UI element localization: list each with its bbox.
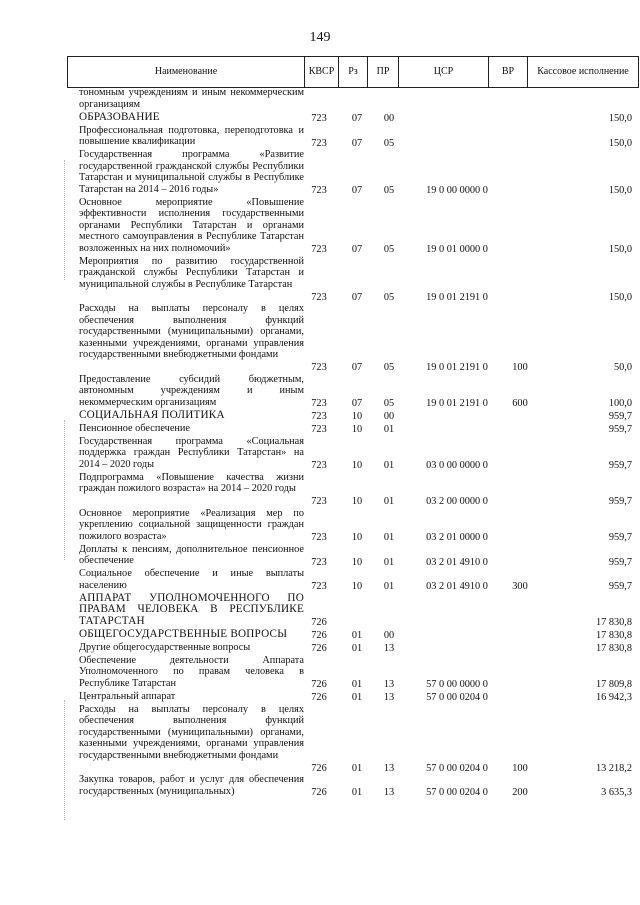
row-sum: 17 830,8: [595, 643, 632, 654]
row-name: АППАРАТ УПОЛНОМОЧЕННОГО ПО ПРАВАМ ЧЕЛОВЕКА В РЕСПУБЛИКЕ ТАТАРСТАН: [79, 591, 304, 627]
table-row: [67, 472, 638, 508]
row-rz: 01: [351, 787, 363, 798]
row-csr: 03 2 01 4910 0: [426, 581, 488, 592]
row-rz: 07: [351, 113, 363, 124]
table-row: [67, 149, 638, 197]
row-csr: 19 0 01 0000 0: [426, 244, 488, 255]
row-name: Предоставление субсидий бюджетным, автономным учреждениям и иным некоммерческим организациям: [79, 373, 304, 408]
row-csr: 03 0 00 0000 0: [426, 460, 488, 471]
row-rz: 01: [351, 679, 363, 690]
row-csr: 57 0 00 0000 0: [426, 679, 488, 690]
row-sum: 13 218,2: [595, 762, 632, 774]
row-csr: 19 0 01 2191 0: [426, 291, 488, 303]
table-row: [67, 423, 638, 436]
row-rz: 10: [351, 532, 363, 543]
row-pr: 05: [383, 244, 395, 255]
row-csr: 19 0 00 0000 0: [426, 185, 488, 196]
table-row: [67, 410, 638, 423]
row-kvsr: 726: [311, 643, 327, 654]
row-name: Расходы на выплаты персоналу в целях обеспечения выполнения функций государственными (муниципальными) органами, казенными учреждениями, органами управления государственными внебюджетными фондами: [79, 703, 304, 761]
row-pr: 13: [383, 643, 395, 654]
row-rz: 07: [351, 398, 363, 409]
margin-dots: [64, 700, 66, 820]
row-pr: 00: [383, 630, 395, 641]
row-pr: 01: [383, 532, 395, 543]
row-kvsr: 723: [311, 556, 327, 568]
row-name: Подпрограмма «Повышение качества жизни граждан пожилого возраста» на 2014 – 2020 годы: [79, 471, 304, 494]
table-row: [67, 629, 638, 642]
row-sum: 959,7: [608, 581, 632, 592]
row-csr: 03 2 01 0000 0: [426, 532, 488, 543]
row-vr: 100: [512, 362, 528, 373]
table-row: [67, 593, 638, 629]
row-name: Доплаты к пенсиям, дополнительное пенсионное обеспечение: [79, 543, 304, 566]
table-row: [67, 303, 638, 374]
table-row: [67, 655, 638, 691]
row-csr: 19 0 01 2191 0: [426, 398, 488, 409]
row-sum: 150,0: [608, 137, 632, 149]
row-kvsr: 726: [311, 679, 327, 690]
row-name: Профессиональная подготовка, переподготовка и повышение квалификации: [79, 124, 304, 147]
row-pr: 01: [383, 581, 395, 592]
row-rz: 07: [351, 362, 363, 373]
row-sum: 150,0: [608, 185, 632, 196]
row-name: Основное мероприятие «Повышение эффективности исполнения государственными органами Республики Татарстан и органами местного самоуправления в Республике Татарстан возложенных на них полномочий»: [79, 196, 304, 254]
row-kvsr: 723: [311, 581, 327, 592]
row-kvsr: 726: [311, 787, 327, 798]
header-sum: Кассовое исполнение: [528, 57, 639, 88]
row-name: Социальное обеспечение и иные выплаты населению: [79, 568, 304, 591]
table-row: [67, 544, 638, 569]
table-row: [67, 256, 638, 304]
row-csr: 57 0 00 0204 0: [426, 692, 488, 703]
row-csr: 57 0 00 0204 0: [426, 762, 488, 774]
row-rz: 01: [351, 630, 363, 641]
row-name: ОБЩЕГОСУДАРСТВЕННЫЕ ВОПРОСЫ: [79, 627, 288, 640]
row-kvsr: 723: [311, 424, 327, 435]
row-kvsr: 723: [311, 291, 327, 303]
row-rz: 10: [351, 424, 363, 435]
row-sum: 959,7: [608, 532, 632, 543]
row-kvsr: 723: [311, 185, 327, 196]
row-kvsr: 723: [311, 398, 327, 409]
table-row: [67, 436, 638, 472]
table-row: [67, 774, 638, 799]
row-pr: 00: [383, 411, 395, 422]
row-pr: 13: [383, 692, 395, 703]
row-kvsr: 723: [311, 244, 327, 255]
row-sum: 50,0: [613, 362, 632, 373]
row-kvsr: 723: [311, 460, 327, 471]
row-sum: 3 635,3: [601, 787, 632, 798]
row-pr: 00: [383, 113, 395, 124]
row-sum: 17 830,8: [595, 630, 632, 641]
row-sum: 17 830,8: [595, 617, 632, 628]
table-row: [67, 642, 638, 655]
row-name: Другие общегосударственные вопросы: [79, 641, 251, 653]
row-pr: 01: [383, 460, 395, 471]
row-pr: 05: [383, 185, 395, 196]
budget-table-body: [67, 87, 638, 799]
row-sum: 16 942,3: [595, 692, 632, 703]
table-row: [67, 508, 638, 544]
row-kvsr: 723: [311, 532, 327, 543]
row-name: Пенсионное обеспечение: [79, 422, 190, 434]
table-header: [67, 56, 639, 88]
row-kvsr: 723: [311, 496, 327, 507]
row-pr: 05: [383, 137, 395, 149]
row-pr: 13: [383, 762, 395, 774]
row-csr: 19 0 01 2191 0: [426, 362, 488, 373]
row-csr: 57 0 00 0204 0: [426, 787, 488, 798]
row-kvsr: 723: [311, 362, 327, 373]
row-csr: 03 2 01 4910 0: [426, 556, 488, 568]
row-pr: 05: [383, 398, 395, 409]
table-row: [67, 691, 638, 704]
row-rz: 07: [351, 185, 363, 196]
header-name: Наименование: [68, 57, 305, 88]
row-csr: 03 2 00 0000 0: [426, 496, 488, 507]
row-name: Расходы на выплаты персоналу в целях обеспечения выполнения функций государственными (муниципальными) органами, казенными учреждениями, органами управления государственными внебюджетными фондами: [79, 303, 304, 360]
row-pr: 01: [383, 424, 395, 435]
row-sum: 150,0: [608, 291, 632, 303]
row-kvsr: 726: [311, 692, 327, 703]
table-row: [67, 125, 638, 150]
row-rz: 10: [351, 556, 363, 568]
header-rz: Рз: [339, 57, 368, 88]
row-sum: 17 809,8: [595, 679, 632, 690]
row-vr: 100: [512, 762, 528, 774]
row-pr: 01: [383, 496, 395, 507]
row-sum: 150,0: [608, 244, 632, 255]
row-name: Государственная программа «Развитие государственной гражданской службы Республики Татарстан и муниципальной службы в Республике Татарстан на 2014 – 2016 годы»: [79, 149, 304, 195]
row-sum: 100,0: [608, 398, 632, 409]
margin-dots: [64, 160, 66, 280]
row-pr: 05: [383, 291, 395, 303]
row-vr: 300: [512, 581, 528, 592]
row-sum: 959,7: [608, 460, 632, 471]
row-rz: 10: [351, 496, 363, 507]
row-rz: 07: [351, 244, 363, 255]
table-row: [67, 197, 638, 256]
row-kvsr: 726: [311, 617, 327, 628]
table-row: [67, 112, 638, 125]
row-kvsr: 726: [311, 762, 327, 774]
row-sum: 959,7: [608, 411, 632, 422]
row-kvsr: 723: [311, 411, 327, 422]
page-number: 149: [309, 30, 331, 45]
row-name: ОБРАЗОВАНИЕ: [79, 110, 160, 123]
row-rz: 10: [351, 411, 363, 422]
header-kvsr: КВСР: [305, 57, 339, 88]
row-kvsr: 723: [311, 113, 327, 124]
row-name: Мероприятия по развитию государственной гражданской службы Республики Татарстан и муниципальной службы в Республике Татарстан: [79, 255, 304, 290]
row-rz: 07: [351, 291, 363, 303]
row-name: Обеспечение деятельности Аппарата Уполномоченного по правам человека в Республике Татарстан: [79, 654, 304, 689]
row-name: Основное мероприятие «Реализация мер по укреплению социальной защищенности граждан пожилого возраста»: [79, 507, 304, 542]
row-pr: 05: [383, 362, 395, 373]
row-pr: 13: [383, 787, 395, 798]
table-row: [67, 374, 638, 410]
margin-dots: [64, 420, 66, 560]
row-rz: 01: [351, 692, 363, 703]
row-name: Государственная программа «Социальная поддержка граждан Республики Татарстан» на 2014 – 2020 годы: [79, 435, 304, 470]
row-rz: 07: [351, 137, 363, 149]
row-name: СОЦИАЛЬНАЯ ПОЛИТИКА: [79, 408, 225, 421]
row-name: Закупка товаров, работ и услуг для обеспечения государственных (муниципальных): [79, 774, 304, 797]
header-csr: ЦСР: [399, 57, 489, 88]
row-sum: 959,7: [608, 556, 632, 568]
row-rz: 01: [351, 762, 363, 774]
row-name: тономным учреждениям и иным некоммерческим организациям: [79, 87, 304, 110]
row-rz: 10: [351, 581, 363, 592]
row-vr: 200: [512, 787, 528, 798]
row-kvsr: 723: [311, 137, 327, 149]
row-rz: 10: [351, 460, 363, 471]
row-sum: 150,0: [608, 113, 632, 124]
header-pr: ПР: [368, 57, 399, 88]
table-row: [67, 704, 638, 775]
row-sum: 959,7: [608, 496, 632, 507]
row-rz: 01: [351, 643, 363, 654]
row-vr: 600: [512, 398, 528, 409]
row-pr: 01: [383, 556, 395, 568]
table-row: [67, 568, 638, 593]
row-name: Центральный аппарат: [79, 690, 176, 702]
row-sum: 959,7: [608, 424, 632, 435]
row-kvsr: 726: [311, 630, 327, 641]
table-row: [67, 87, 638, 112]
header-vr: ВР: [489, 57, 528, 88]
row-pr: 13: [383, 679, 395, 690]
